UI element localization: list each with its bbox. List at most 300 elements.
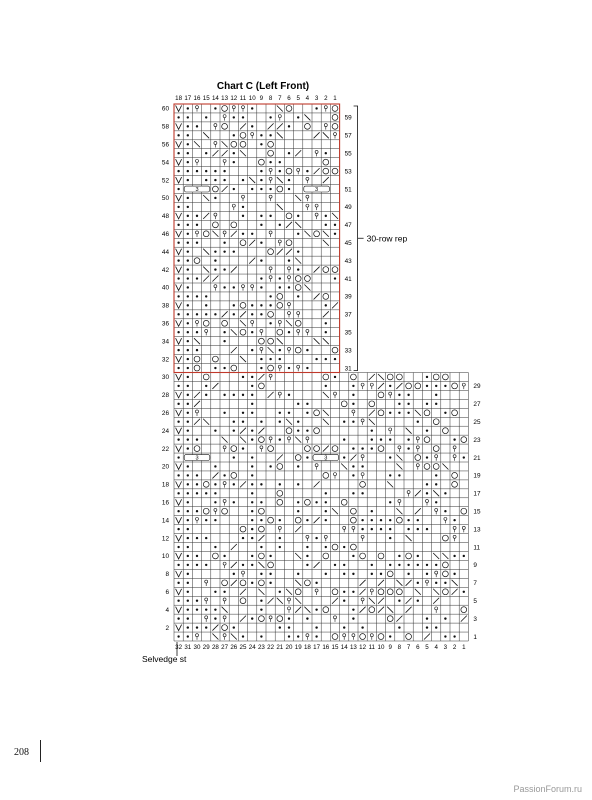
twisted-stitch — [242, 571, 245, 574]
purl-dot — [205, 295, 207, 297]
slip-stitch — [176, 267, 182, 273]
k2tog — [415, 490, 421, 496]
row-number: 42 — [161, 266, 169, 274]
yarn-over — [268, 365, 274, 371]
twisted-stitch — [334, 616, 337, 619]
yarn-over — [194, 446, 200, 452]
purl-dot — [187, 591, 189, 593]
purl-dot — [306, 546, 308, 548]
row-number: 45 — [344, 239, 352, 247]
purl-dot — [407, 564, 409, 566]
row-number: 48 — [161, 213, 169, 221]
yarn-over — [259, 159, 265, 165]
yarn-over — [231, 473, 237, 479]
row-number: 8 — [165, 571, 169, 579]
twisted-stitch — [389, 392, 392, 395]
purl-dot — [315, 358, 317, 360]
ssk — [378, 374, 384, 380]
purl-dot — [444, 510, 446, 512]
k2tog — [295, 526, 301, 532]
purl-dot — [233, 188, 235, 190]
yarn-over — [268, 562, 274, 568]
ssk — [332, 213, 338, 219]
yarn-over — [286, 168, 292, 174]
row-number: 46 — [161, 231, 169, 239]
purl-dot — [251, 412, 253, 414]
yarn-over — [461, 508, 467, 514]
purl-dot — [426, 385, 428, 387]
purl-dot — [297, 403, 299, 405]
slip-stitch — [176, 571, 182, 577]
purl-dot — [233, 483, 235, 485]
twisted-stitch — [315, 213, 318, 216]
slip-stitch — [176, 213, 182, 219]
column-number: 17 — [313, 644, 321, 651]
twisted-stitch — [260, 329, 263, 332]
k2tog — [378, 383, 384, 389]
twisted-stitch — [223, 482, 226, 485]
purl-dot — [380, 528, 382, 530]
twisted-stitch — [269, 616, 272, 619]
purl-dot — [187, 465, 189, 467]
purl-dot — [187, 537, 189, 539]
purl-dot — [251, 429, 253, 431]
yarn-over — [305, 499, 311, 505]
purl-dot — [251, 456, 253, 458]
yarn-over — [203, 481, 209, 487]
purl-dot — [361, 492, 363, 494]
ssk — [323, 240, 329, 246]
row-number: 6 — [165, 589, 169, 597]
purl-dot — [407, 573, 409, 575]
yarn-over — [277, 294, 283, 300]
purl-dot — [352, 555, 354, 557]
row-number: 58 — [161, 123, 169, 131]
purl-dot — [233, 626, 235, 628]
purl-dot — [380, 519, 382, 521]
purl-dot — [371, 429, 373, 431]
repeat-indicator — [354, 106, 408, 371]
purl-dot — [453, 635, 455, 637]
purl-dot — [251, 385, 253, 387]
purl-dot — [453, 555, 455, 557]
purl-dot — [435, 483, 437, 485]
purl-dot — [196, 349, 198, 351]
purl-dot — [343, 421, 345, 423]
purl-dot — [177, 635, 179, 637]
purl-dot — [352, 394, 354, 396]
purl-dot — [334, 233, 336, 235]
purl-dot — [187, 152, 189, 154]
yarn-over — [222, 580, 228, 586]
purl-dot — [306, 403, 308, 405]
purl-dot — [315, 107, 317, 109]
yarn-over — [203, 320, 209, 326]
yarn-over — [240, 526, 246, 532]
yarn-over — [415, 455, 421, 461]
purl-dot — [187, 295, 189, 297]
twisted-stitch — [288, 607, 291, 610]
row-number: 49 — [344, 204, 352, 212]
yarn-over — [351, 517, 357, 523]
yarn-over — [222, 625, 228, 631]
purl-dot — [177, 492, 179, 494]
yarn-over — [194, 356, 200, 362]
k2tog — [231, 580, 237, 586]
k2tog — [396, 616, 402, 622]
purl-dot — [251, 313, 253, 315]
purl-dot — [242, 376, 244, 378]
column-number: 14 — [211, 95, 219, 102]
purl-dot — [435, 626, 437, 628]
purl-dot — [223, 367, 225, 369]
purl-dot — [187, 510, 189, 512]
purl-dot — [343, 591, 345, 593]
ssk — [222, 141, 228, 147]
twisted-stitch — [278, 526, 281, 529]
row-number: 43 — [344, 257, 352, 265]
k2tog — [212, 150, 218, 156]
purl-dot — [306, 349, 308, 351]
purl-dot — [343, 573, 345, 575]
purl-dot — [260, 367, 262, 369]
k2tog — [231, 347, 237, 353]
ssk — [314, 338, 320, 344]
twisted-stitch — [251, 320, 254, 323]
yarn-over — [222, 106, 228, 112]
yarn-over — [222, 320, 228, 326]
twisted-stitch — [288, 347, 291, 350]
yarn-over — [295, 320, 301, 326]
ssk — [277, 598, 283, 604]
k2tog — [406, 607, 412, 613]
purl-dot — [380, 438, 382, 440]
ssk — [442, 553, 448, 559]
k2tog — [360, 589, 366, 595]
purl-dot — [398, 564, 400, 566]
ssk — [286, 320, 292, 326]
yarn-over — [387, 374, 393, 380]
k2tog — [332, 302, 338, 308]
row-number: 27 — [473, 401, 481, 409]
twisted-stitch — [223, 159, 226, 162]
column-number: 21 — [276, 644, 284, 651]
k2tog — [240, 311, 246, 317]
purl-dot — [187, 197, 189, 199]
purl-dot — [177, 170, 179, 172]
k2tog — [212, 383, 218, 389]
twisted-stitch — [315, 464, 318, 467]
purl-dot — [251, 510, 253, 512]
purl-dot — [187, 394, 189, 396]
purl-dot — [260, 421, 262, 423]
slip-stitch — [176, 553, 182, 559]
purl-dot — [177, 349, 179, 351]
purl-dot — [260, 224, 262, 226]
slip-stitch — [176, 589, 182, 595]
twisted-stitch — [315, 589, 318, 592]
row-number: 44 — [161, 248, 169, 256]
k2tog — [332, 598, 338, 604]
purl-dot — [453, 438, 455, 440]
purl-dot — [398, 394, 400, 396]
yarn-over — [332, 267, 338, 273]
purl-dot — [297, 116, 299, 118]
purl-dot — [196, 438, 198, 440]
purl-dot — [251, 492, 253, 494]
selvedge-label: Selvedge st — [142, 654, 187, 664]
row-number: 59 — [344, 114, 352, 122]
row-number: 55 — [344, 150, 352, 158]
purl-dot — [306, 170, 308, 172]
ssk — [295, 437, 301, 443]
purl-dot — [407, 519, 409, 521]
purl-dot — [233, 134, 235, 136]
column-number: 9 — [259, 95, 264, 102]
ssk — [304, 607, 310, 613]
yarn-over — [378, 446, 384, 452]
yarn-over — [259, 508, 265, 514]
purl-dot — [288, 626, 290, 628]
yarn-over — [378, 634, 384, 640]
twisted-stitch — [260, 446, 263, 449]
purl-dot — [177, 242, 179, 244]
twisted-stitch — [306, 437, 309, 440]
slip-stitch — [176, 356, 182, 362]
ssk — [323, 419, 329, 425]
purl-dot — [407, 447, 409, 449]
yarn-over — [406, 383, 412, 389]
purl-dot — [417, 564, 419, 566]
purl-dot — [196, 483, 198, 485]
purl-dot — [251, 376, 253, 378]
row-number: 35 — [344, 329, 352, 337]
twisted-stitch — [223, 231, 226, 234]
k2tog — [314, 132, 320, 138]
k2tog — [258, 374, 264, 380]
ssk — [240, 356, 246, 362]
purl-dot — [223, 286, 225, 288]
purl-dot — [214, 608, 216, 610]
ssk — [415, 589, 421, 595]
row-number: 14 — [161, 517, 169, 525]
purl-dot — [426, 492, 428, 494]
purl-dot — [214, 313, 216, 315]
twisted-stitch — [435, 607, 438, 610]
k2tog — [258, 428, 264, 434]
k2tog — [369, 410, 375, 416]
yarn-over — [295, 285, 301, 291]
twisted-stitch — [196, 159, 199, 162]
purl-dot — [444, 635, 446, 637]
twisted-stitch — [370, 589, 373, 592]
column-number: 8 — [268, 95, 273, 102]
twisted-stitch — [416, 446, 419, 449]
yarn-over — [369, 401, 375, 407]
purl-dot — [279, 224, 281, 226]
purl-dot — [343, 626, 345, 628]
purl-dot — [177, 277, 179, 279]
column-number: 5 — [425, 644, 429, 651]
yarn-over — [194, 258, 200, 264]
purl-dot — [196, 474, 198, 476]
purl-dot — [371, 528, 373, 530]
purl-dot — [177, 367, 179, 369]
k2tog — [461, 616, 467, 622]
purl-dot — [187, 242, 189, 244]
twisted-stitch — [324, 106, 327, 109]
column-number: 28 — [211, 644, 219, 651]
cable-count: 3 — [324, 455, 328, 462]
purl-dot — [361, 528, 363, 530]
purl-dot — [426, 573, 428, 575]
purl-dot — [435, 564, 437, 566]
purl-dot — [214, 197, 216, 199]
purl-dot — [279, 170, 281, 172]
purl-dot — [260, 179, 262, 181]
yarn-over — [433, 446, 439, 452]
column-number: 16 — [322, 644, 330, 651]
purl-dot — [444, 412, 446, 414]
yarn-over — [332, 106, 338, 112]
k2tog — [314, 481, 320, 487]
purl-dot — [187, 376, 189, 378]
row-number: 7 — [473, 580, 477, 588]
yarn-over — [332, 589, 338, 595]
purl-dot — [242, 564, 244, 566]
slip-stitch — [176, 517, 182, 523]
twisted-stitch — [453, 455, 456, 458]
purl-dot — [242, 447, 244, 449]
purl-dot — [435, 385, 437, 387]
purl-dot — [187, 349, 189, 351]
k2tog — [240, 616, 246, 622]
twisted-stitch — [361, 535, 364, 538]
purl-dot — [279, 286, 281, 288]
purl-dot — [463, 456, 465, 458]
yarn-over — [295, 589, 301, 595]
row-number: 53 — [344, 168, 352, 176]
purl-dot — [389, 635, 391, 637]
purl-dot — [325, 501, 327, 503]
row-number: 12 — [161, 535, 169, 543]
purl-dot — [187, 322, 189, 324]
purl-dot — [389, 519, 391, 521]
purl-dot — [205, 313, 207, 315]
purl-dot — [426, 456, 428, 458]
purl-dot — [297, 295, 299, 297]
purl-dot — [196, 492, 198, 494]
column-number: 4 — [305, 95, 310, 102]
yarn-over — [277, 329, 283, 335]
k2tog — [203, 213, 209, 219]
purl-dot — [269, 295, 271, 297]
column-number: 5 — [296, 95, 300, 102]
purl-dot — [398, 600, 400, 602]
row-number: 52 — [161, 177, 169, 185]
purl-dot — [279, 519, 281, 521]
twisted-stitch — [223, 634, 226, 637]
purl-dot — [389, 456, 391, 458]
slip-stitch — [176, 374, 182, 380]
purl-dot — [371, 438, 373, 440]
twisted-stitch — [214, 124, 217, 127]
twisted-stitch — [223, 115, 226, 118]
yarn-over — [213, 356, 219, 362]
twisted-stitch — [370, 383, 373, 386]
yarn-over — [360, 481, 366, 487]
k2tog — [240, 123, 246, 129]
purl-dot — [407, 394, 409, 396]
column-number: 9 — [388, 644, 392, 651]
purl-dot — [214, 617, 216, 619]
twisted-stitch — [196, 634, 199, 637]
purl-dot — [297, 233, 299, 235]
yarn-over — [277, 616, 283, 622]
twisted-stitch — [398, 446, 401, 449]
purl-dot — [352, 573, 354, 575]
purl-dot — [389, 501, 391, 503]
k2tog — [268, 123, 274, 129]
row-number: 21 — [473, 454, 481, 462]
chart-title: Chart C (Left Front) — [216, 81, 310, 92]
twisted-stitch — [444, 517, 447, 520]
yarn-over — [240, 329, 246, 335]
row-number: 41 — [344, 275, 352, 283]
purl-dot — [205, 519, 207, 521]
yarn-over — [424, 437, 430, 443]
purl-dot — [223, 179, 225, 181]
purl-dot — [205, 608, 207, 610]
purl-dot — [242, 215, 244, 217]
row-number: 51 — [344, 186, 352, 194]
row-number: 18 — [161, 481, 169, 489]
column-number: 15 — [202, 95, 210, 102]
yarn-over — [222, 123, 228, 129]
purl-dot — [177, 510, 179, 512]
yarn-over — [314, 428, 320, 434]
slip-stitch — [176, 284, 182, 290]
twisted-stitch — [288, 267, 291, 270]
ssk — [442, 463, 448, 469]
twisted-stitch — [269, 168, 272, 171]
yarn-over — [231, 141, 237, 147]
purl-dot — [214, 546, 216, 548]
ssk — [203, 267, 209, 273]
yarn-over — [259, 616, 265, 622]
yarn-over — [424, 410, 430, 416]
yarn-over — [240, 302, 246, 308]
purl-dot — [205, 152, 207, 154]
yarn-over — [194, 365, 200, 371]
twisted-stitch — [205, 616, 208, 619]
slip-stitch — [176, 141, 182, 147]
purl-dot — [187, 429, 189, 431]
slip-stitch — [176, 446, 182, 452]
k2tog — [314, 562, 320, 568]
purl-dot — [260, 170, 262, 172]
purl-dot — [233, 421, 235, 423]
purl-dot — [251, 474, 253, 476]
yarn-over — [323, 159, 329, 165]
purl-dot — [242, 635, 244, 637]
yarn-over — [213, 222, 219, 228]
yarn-over — [314, 410, 320, 416]
ssk — [433, 589, 439, 595]
slip-stitch — [176, 231, 182, 237]
purl-dot — [233, 116, 235, 118]
purl-dot — [242, 233, 244, 235]
